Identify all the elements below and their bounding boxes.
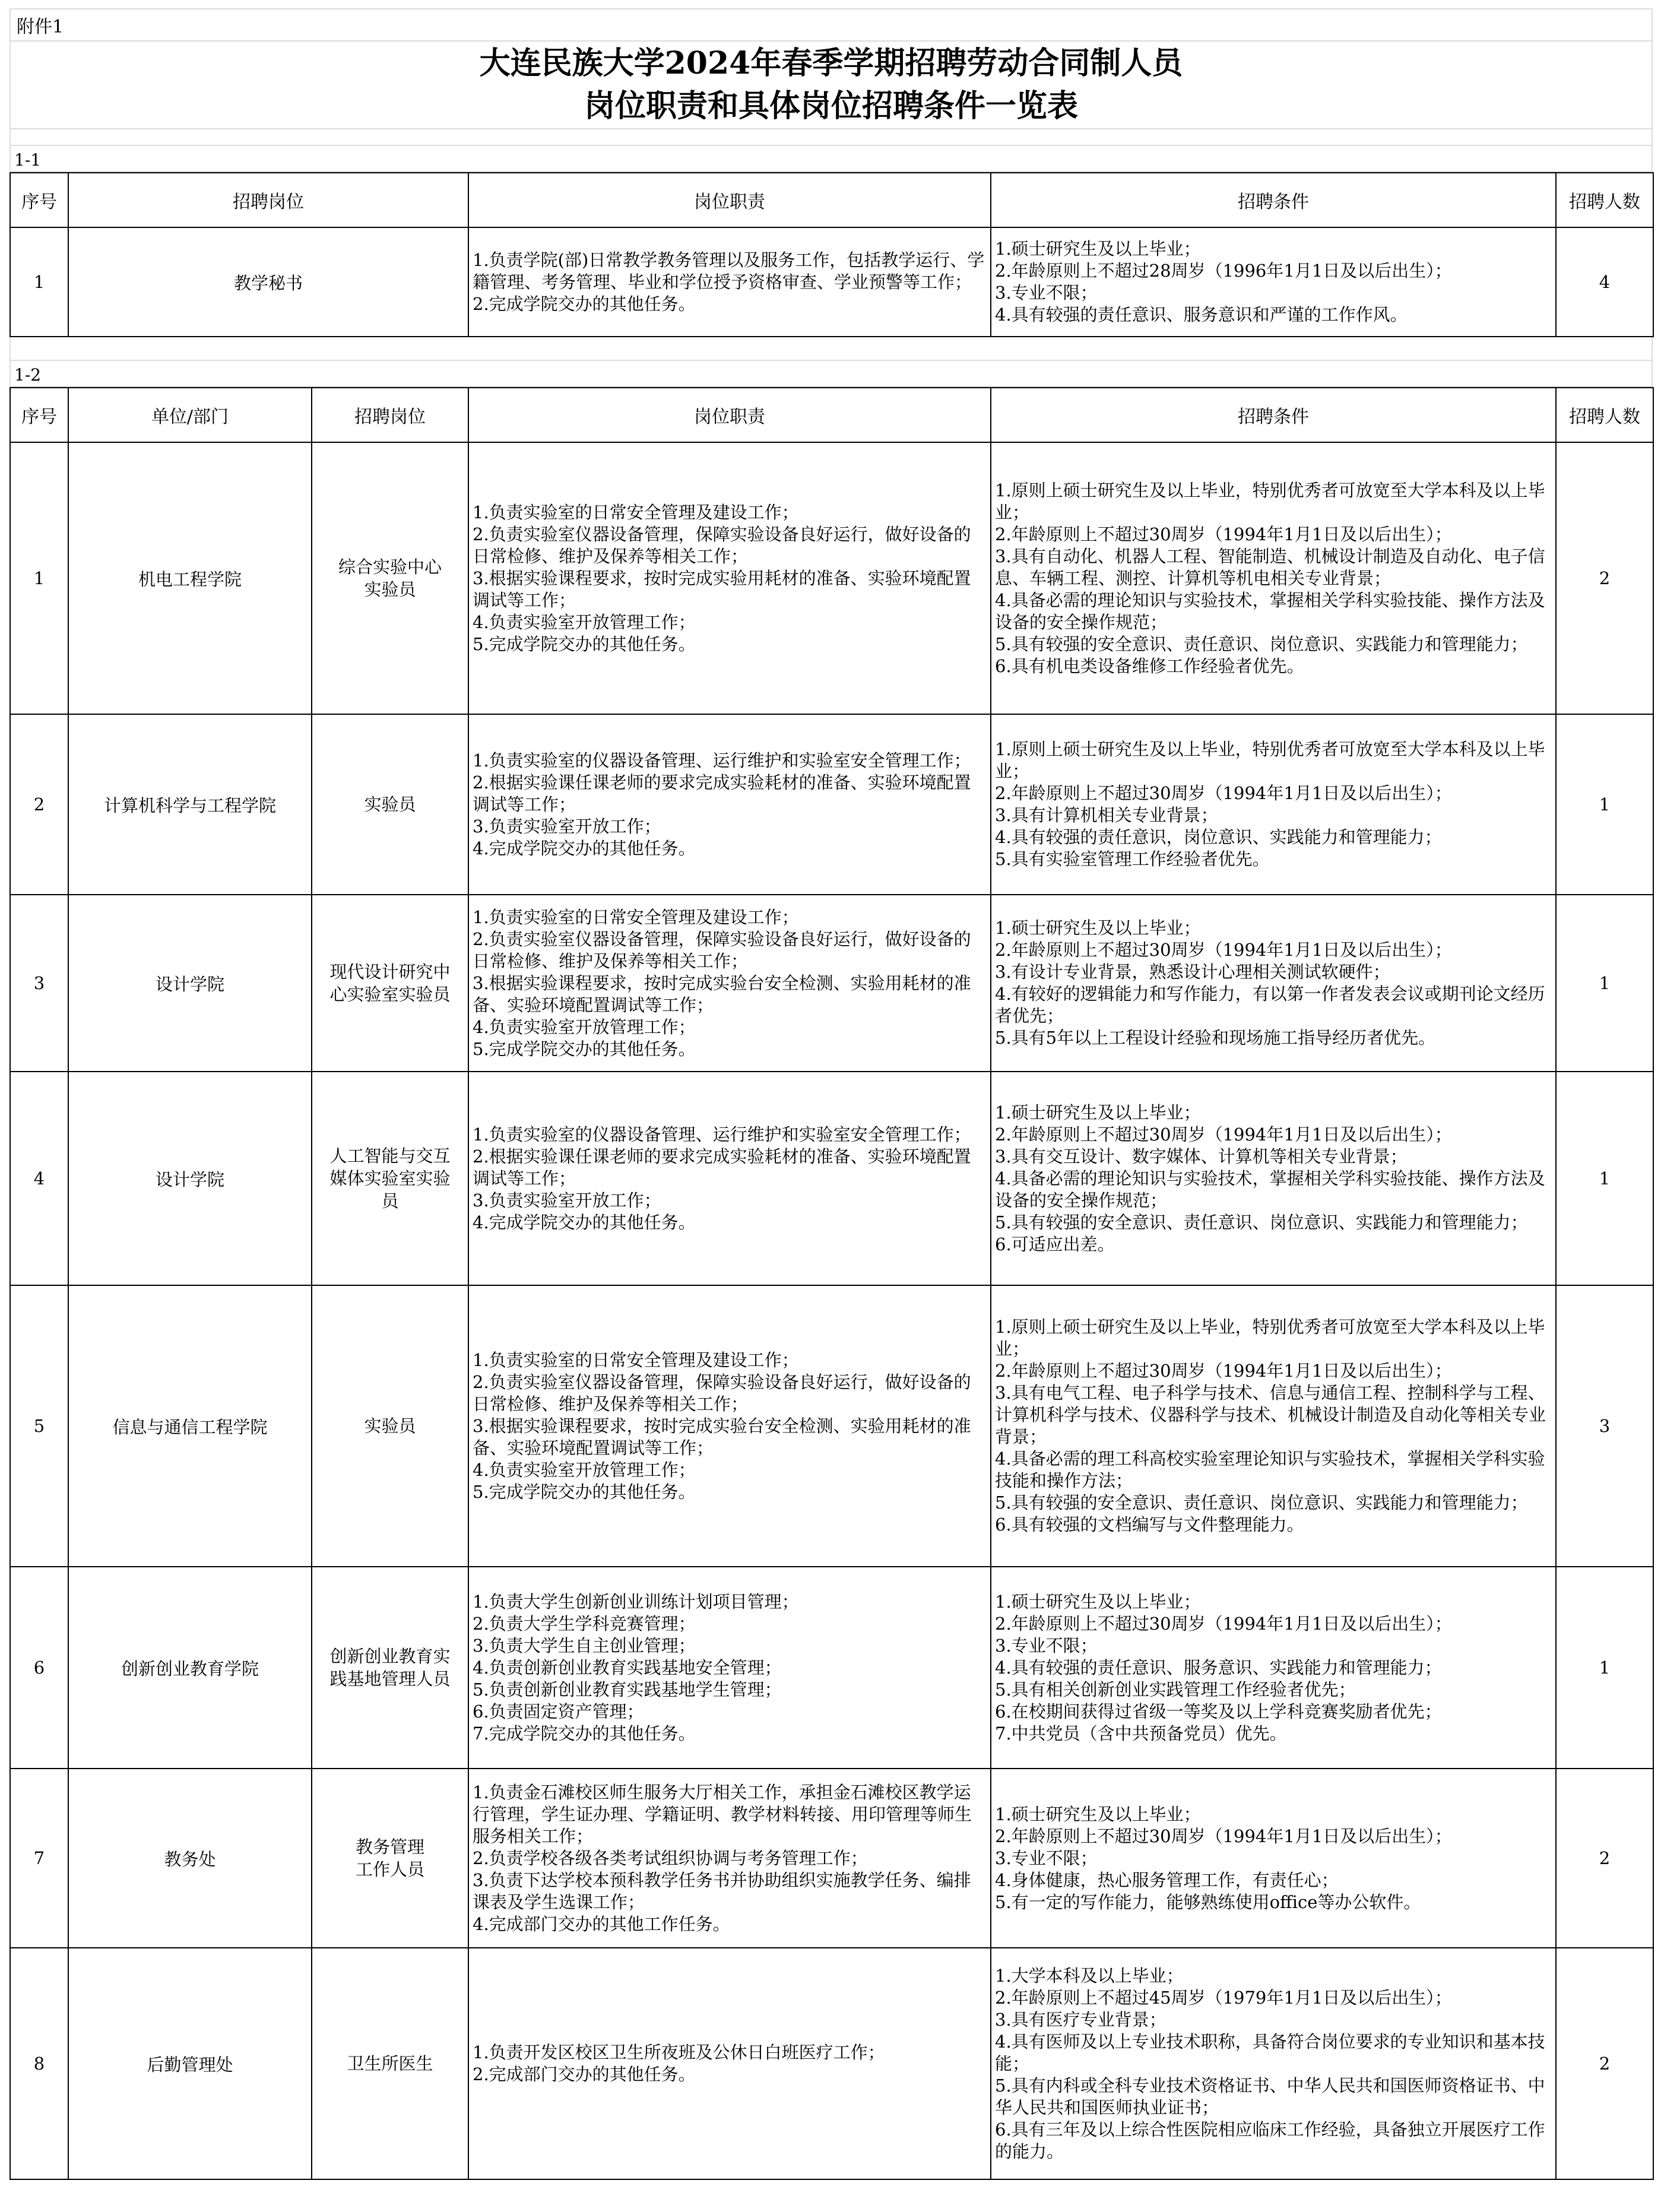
cell-line: 5.具有相关创新创业实践管理工作经验者优先； bbox=[995, 1679, 1356, 1700]
cell-line: 1.原则上硕士研究生及以上毕业，特别优秀者可放宽至大学本科及以上毕业； bbox=[995, 1317, 1545, 1359]
count-cell bbox=[1556, 227, 1653, 337]
cell-line: 2.负责实验室仪器设备管理，保障实验设备良好运行，做好设备的日常检修、维护及保养等相关工作； bbox=[473, 928, 971, 971]
cell-text: 7 bbox=[33, 1848, 45, 1868]
position-cell bbox=[312, 895, 468, 1072]
cell-line: 6.在校期间获得过省级一等奖及以上学科竞赛奖励者优先； bbox=[995, 1701, 1442, 1722]
cell-line: 5.具有较强的安全意识、责任意识、岗位意识、实践能力和管理能力； bbox=[995, 1492, 1528, 1513]
header-count: 招聘人数 bbox=[1556, 388, 1653, 442]
cell-line: 1.负责金石滩校区师生服务大厅相关工作，承担金石滩校区教学运行管理，学生证办理、学籍证明、教学材料转接、用印管理等师生服务相关工作； bbox=[473, 1782, 972, 1846]
cell-line: 6.负责固定资产管理； bbox=[473, 1701, 644, 1722]
empty-row bbox=[9, 337, 1653, 361]
row-number-cell bbox=[10, 1769, 68, 1948]
cell-line: 4.具有较强的责任意识、服务意识和严谨的工作作风。 bbox=[995, 305, 1408, 325]
unit-cell bbox=[68, 1072, 312, 1285]
cell-line: 卫生所医生 bbox=[347, 2053, 433, 2074]
cell-line: 4.负责实验室开放管理工作； bbox=[473, 1459, 696, 1480]
table-row bbox=[10, 1769, 1653, 1948]
cell-line: 心实验室实验员 bbox=[329, 984, 451, 1004]
cell-line: 3.专业不限； bbox=[995, 1635, 1098, 1656]
cell-line: 5.有一定的写作能力，能够熟练使用office等办公软件。 bbox=[995, 1891, 1421, 1912]
header-unit: 单位/部门 bbox=[68, 388, 312, 442]
cell-line: 实验员 bbox=[364, 579, 416, 600]
cell-line: 2.年龄原则上不超过30周岁（1994年1月1日及以后出生）； bbox=[995, 524, 1452, 544]
cell-text: 8 bbox=[33, 2053, 45, 2074]
cell-line: 4.身体健康，热心服务管理工作，有责任心； bbox=[995, 1869, 1339, 1890]
row-number-cell bbox=[10, 1948, 68, 2179]
cell-line: 实验员 bbox=[364, 794, 416, 815]
position-cell bbox=[312, 1948, 468, 2179]
table-row bbox=[10, 227, 1653, 337]
unit-cell bbox=[68, 1285, 312, 1567]
cell-line: 1.硕士研究生及以上毕业； bbox=[995, 1591, 1201, 1612]
cell-line: 人工智能与交互 bbox=[329, 1146, 451, 1166]
cell-line: 5.具有内科或全科专业技术资格证书、中华人民共和国医师资格证书、中华人民共和国医师执业证书； bbox=[995, 2075, 1545, 2118]
requirements-cell bbox=[991, 1769, 1556, 1948]
cell-line: 2.负责学校各级各类考试组织协调与考务管理工作； bbox=[473, 1847, 868, 1868]
cell-line: 践基地管理人员 bbox=[329, 1669, 451, 1689]
count-cell bbox=[1556, 442, 1653, 714]
title-line-2: 岗位职责和具体岗位招聘条件一览表 bbox=[584, 88, 1078, 124]
unit-cell bbox=[68, 714, 312, 895]
cell-line: 3.负责大学生自主创业管理； bbox=[473, 1635, 696, 1656]
cell-line: 6.具有机电类设备维修工作经验者优先。 bbox=[995, 655, 1304, 676]
table-1-2-header bbox=[10, 388, 1653, 442]
page-title bbox=[9, 42, 1653, 129]
cell-line: 2.年龄原则上不超过30周岁（1994年1月1日及以后出生）； bbox=[995, 1826, 1452, 1846]
cell-text: 1 bbox=[1599, 1168, 1611, 1189]
cell-text: 1 bbox=[33, 568, 45, 588]
table-1-2 bbox=[9, 387, 1654, 2180]
row-number-cell bbox=[10, 227, 68, 337]
cell-line: 1.负责实验室的仪器设备管理、运行维护和实验室安全管理工作； bbox=[473, 1124, 971, 1145]
cell-line: 3.专业不限； bbox=[995, 283, 1098, 303]
cell-text: 教务处 bbox=[164, 1849, 216, 1869]
requirements-cell bbox=[991, 1567, 1556, 1769]
header-count: 招聘人数 bbox=[1556, 173, 1653, 227]
cell-line: 5.负责创新创业教育实践基地学生管理； bbox=[473, 1679, 782, 1700]
count-cell bbox=[1556, 1769, 1653, 1948]
cell-line: 5.具有较强的安全意识、责任意识、岗位意识、实践能力和管理能力； bbox=[995, 633, 1528, 654]
cell-line: 1.硕士研究生及以上毕业； bbox=[995, 918, 1201, 938]
cell-text: 3 bbox=[33, 973, 45, 993]
header-position: 招聘岗位 bbox=[312, 388, 468, 442]
position-cell bbox=[312, 442, 468, 714]
cell-line: 2.负责实验室仪器设备管理，保障实验设备良好运行，做好设备的日常检修、维护及保养等相关工作； bbox=[473, 1371, 971, 1414]
cell-text: 6 bbox=[33, 1658, 45, 1678]
unit-cell bbox=[68, 1948, 312, 2179]
count-cell bbox=[1556, 1072, 1653, 1285]
cell-line: 1.负责实验室的日常安全管理及建设工作； bbox=[473, 907, 799, 927]
cell-line: 4.完成学院交办的其他任务。 bbox=[473, 1212, 696, 1232]
cell-line: 2.年龄原则上不超过30周岁（1994年1月1日及以后出生）； bbox=[995, 1361, 1452, 1381]
section-2-label: 1-2 bbox=[9, 361, 1653, 387]
header-requirements: 招聘条件 bbox=[991, 173, 1556, 227]
cell-line: 4.具备必需的理论知识与实验技术，掌握相关学科实验技能、操作方法及设备的安全操作规范； bbox=[995, 590, 1545, 632]
cell-line: 4.具备必需的理论知识与实验技术，掌握相关学科实验技能、操作方法及设备的安全操作规范； bbox=[995, 1168, 1545, 1210]
cell-line: 5.具有较强的安全意识、责任意识、岗位意识、实践能力和管理能力； bbox=[995, 1212, 1528, 1232]
cell-line: 2.年龄原则上不超过30周岁（1994年1月1日及以后出生）； bbox=[995, 783, 1452, 803]
cell-line: 7.完成学院交办的其他任务。 bbox=[473, 1723, 696, 1744]
attachment-label: 附件1 bbox=[9, 8, 1653, 42]
cell-text: 设计学院 bbox=[155, 974, 224, 994]
cell-line: 4.具有较强的责任意识、服务意识、实践能力和管理能力； bbox=[995, 1657, 1442, 1678]
cell-line: 1.负责学院(部)日常教学教务管理以及服务工作，包括教学运行、学籍管理、考务管理、毕业和学位授予资格审查、学业预警等工作； bbox=[473, 249, 985, 292]
cell-line: 1.原则上硕士研究生及以上毕业，特别优秀者可放宽至大学本科及以上毕业； bbox=[995, 739, 1545, 781]
header-duties: 岗位职责 bbox=[468, 388, 991, 442]
table-row bbox=[10, 442, 1653, 714]
cell-text: 创新创业教育学院 bbox=[121, 1658, 259, 1679]
cell-line: 3.具有计算机相关专业背景； bbox=[995, 805, 1218, 825]
table-row bbox=[10, 1567, 1653, 1769]
cell-line: 5.完成学院交办的其他任务。 bbox=[473, 1481, 696, 1502]
cell-line: 4.负责创新创业教育实践基地安全管理； bbox=[473, 1657, 782, 1678]
cell-line: 7.中共党员（含中共预备党员）优先。 bbox=[995, 1723, 1287, 1744]
cell-text: 2 bbox=[1599, 1848, 1611, 1868]
cell-line: 6.具有较强的文档编写与文件整理能力。 bbox=[995, 1514, 1304, 1535]
cell-text: 教学秘书 bbox=[233, 272, 303, 293]
unit-cell bbox=[68, 1567, 312, 1769]
cell-line: 实验员 bbox=[364, 1416, 416, 1436]
cell-text: 2 bbox=[33, 794, 45, 815]
cell-line: 2.年龄原则上不超过30周岁（1994年1月1日及以后出生）； bbox=[995, 940, 1452, 960]
cell-line: 现代设计研究中 bbox=[329, 962, 451, 982]
cell-line: 3.负责下达学校本预科教学任务书并协助组织实施教学任务、编排课表及学生选课工作； bbox=[473, 1869, 971, 1912]
cell-text: 计算机科学与工程学院 bbox=[103, 795, 276, 816]
duties-cell bbox=[468, 714, 991, 895]
cell-text: 4 bbox=[1599, 272, 1611, 292]
duties-cell bbox=[468, 442, 991, 714]
cell-text: 1 bbox=[1599, 794, 1611, 815]
cell-line: 工作人员 bbox=[355, 1859, 424, 1880]
cell-text: 信息与通信工程学院 bbox=[112, 1416, 268, 1437]
cell-line: 2.负责大学生学科竞赛管理； bbox=[473, 1613, 696, 1634]
cell-line: 1.负责开发区校区卫生所夜班及公休日白班医疗工作； bbox=[473, 2042, 885, 2062]
table-row bbox=[10, 1948, 1653, 2179]
cell-text: 5 bbox=[33, 1416, 45, 1436]
cell-line: 4.完成部门交办的其他工作任务。 bbox=[473, 1913, 730, 1934]
unit-cell bbox=[68, 1769, 312, 1948]
cell-line: 2.年龄原则上不超过30周岁（1994年1月1日及以后出生）； bbox=[995, 1613, 1452, 1634]
count-cell bbox=[1556, 895, 1653, 1072]
cell-line: 2.年龄原则上不超过28周岁（1996年1月1日及以后出生）； bbox=[995, 261, 1452, 281]
table-row bbox=[10, 1072, 1653, 1285]
cell-text: 2 bbox=[1599, 568, 1611, 588]
row-number-cell bbox=[10, 895, 68, 1072]
header-requirements: 招聘条件 bbox=[991, 388, 1556, 442]
position-cell bbox=[312, 1769, 468, 1948]
cell-line: 员 bbox=[381, 1191, 399, 1211]
row-number-cell bbox=[10, 1567, 68, 1769]
cell-line: 综合实验中心 bbox=[338, 557, 442, 577]
cell-text: 1 bbox=[1599, 973, 1611, 993]
cell-line: 1.原则上硕士研究生及以上毕业，特别优秀者可放宽至大学本科及以上毕业； bbox=[995, 480, 1545, 522]
position-cell bbox=[312, 1285, 468, 1567]
cell-line: 1.硕士研究生及以上毕业； bbox=[995, 239, 1201, 259]
duties-cell bbox=[468, 1072, 991, 1285]
row-number-cell bbox=[10, 1285, 68, 1567]
cell-line: 1.负责实验室的仪器设备管理、运行维护和实验室安全管理工作； bbox=[473, 750, 971, 771]
cell-text: 1 bbox=[1599, 1658, 1611, 1678]
duties-cell bbox=[468, 1567, 991, 1769]
duties-cell bbox=[468, 1285, 991, 1567]
cell-line: 1.大学本科及以上毕业； bbox=[995, 1965, 1184, 1986]
count-cell bbox=[1556, 1567, 1653, 1769]
requirements-cell bbox=[991, 895, 1556, 1072]
cell-line: 6.具有三年及以上综合性医院相应临床工作经验，具备独立开展医疗工作的能力。 bbox=[995, 2119, 1545, 2162]
cell-line: 5.具有实验室管理工作经验者优先。 bbox=[995, 849, 1270, 869]
table-1-1 bbox=[9, 172, 1654, 337]
cell-line: 2.负责实验室仪器设备管理，保障实验设备良好运行，做好设备的日常检修、维护及保养等相关工作； bbox=[473, 524, 971, 566]
cell-line: 4.具有较强的责任意识，岗位意识、实践能力和管理能力； bbox=[995, 827, 1442, 847]
cell-line: 2.根据实验课任课老师的要求完成实验耗材的准备、实验环境配置调试等工作； bbox=[473, 772, 971, 815]
cell-line: 3.负责实验室开放工作； bbox=[473, 1190, 661, 1210]
cell-line: 3.根据实验课程要求，按时完成实验台安全检测、实验用耗材的准备、实验环境配置调试等工作； bbox=[473, 972, 971, 1015]
cell-line: 教务管理 bbox=[355, 1837, 424, 1857]
table-1-1-header bbox=[10, 173, 1653, 227]
cell-line: 2.年龄原则上不超过30周岁（1994年1月1日及以后出生）； bbox=[995, 1124, 1452, 1145]
cell-line: 3.具有自动化、机器人工程、智能制造、机械设计制造及自动化、电子信息、车辆工程、测控、计算机等机电相关专业背景； bbox=[995, 546, 1545, 588]
cell-line: 5.完成学院交办的其他任务。 bbox=[473, 633, 696, 654]
position-cell bbox=[312, 1072, 468, 1285]
spreadsheet-sheet bbox=[9, 8, 1653, 2180]
requirements-cell bbox=[991, 1072, 1556, 1285]
cell-line: 4.负责实验室开放管理工作； bbox=[473, 611, 696, 632]
cell-line: 媒体实验室实验 bbox=[329, 1168, 451, 1189]
cell-text: 后勤管理处 bbox=[147, 2054, 233, 2075]
requirements-cell bbox=[991, 442, 1556, 714]
row-number-cell bbox=[10, 714, 68, 895]
cell-text: 1 bbox=[33, 272, 45, 292]
cell-line: 4.完成学院交办的其他任务。 bbox=[473, 838, 696, 858]
row-number-cell bbox=[10, 1072, 68, 1285]
empty-row bbox=[9, 129, 1653, 146]
cell-text: 3 bbox=[1599, 1416, 1611, 1436]
cell-line: 2.根据实验课任课老师的要求完成实验耗材的准备、实验环境配置调试等工作； bbox=[473, 1146, 971, 1189]
duties-cell bbox=[468, 227, 991, 337]
cell-line: 3.具有交互设计、数字媒体、计算机等相关专业背景； bbox=[995, 1146, 1408, 1167]
requirements-cell bbox=[991, 1285, 1556, 1567]
cell-line: 6.可适应出差。 bbox=[995, 1234, 1115, 1254]
table-row bbox=[10, 714, 1653, 895]
cell-line: 2.完成部门交办的其他任务。 bbox=[473, 2064, 696, 2084]
cell-line: 1.负责实验室的日常安全管理及建设工作； bbox=[473, 1349, 799, 1370]
position-cell bbox=[312, 714, 468, 895]
cell-line: 3.根据实验课程要求，按时完成实验台安全检测、实验用耗材的准备、实验环境配置调试等工作； bbox=[473, 1415, 971, 1458]
duties-cell bbox=[468, 1948, 991, 2179]
cell-line: 4.负责实验室开放管理工作； bbox=[473, 1016, 696, 1037]
cell-line: 4.具备必需的理工科高校实验室理论知识与实验技术，掌握相关学科实验技能和操作方法； bbox=[995, 1449, 1545, 1491]
cell-line: 4.有较好的逻辑能力和写作能力，有以第一作者发表会议或期刊论文经历者优先； bbox=[995, 984, 1545, 1026]
cell-line: 1.负责大学生创新创业训练计划项目管理； bbox=[473, 1591, 799, 1612]
count-cell bbox=[1556, 1285, 1653, 1567]
cell-line: 5.完成学院交办的其他任务。 bbox=[473, 1038, 696, 1059]
cell-line: 3.具有医疗专业背景； bbox=[995, 2009, 1166, 2030]
duties-cell bbox=[468, 1769, 991, 1948]
requirements-cell bbox=[991, 227, 1556, 337]
title-line-1: 大连民族大学2024年春季学期招聘劳动合同制人员 bbox=[479, 45, 1183, 81]
cell-line: 3.有设计专业背景，熟悉设计心理相关测试软硬件； bbox=[995, 962, 1390, 982]
header-no: 序号 bbox=[10, 173, 68, 227]
position-cell bbox=[312, 1567, 468, 1769]
section-1-label: 1-1 bbox=[9, 146, 1653, 172]
cell-line: 5.具有5年以上工程设计经验和现场施工指导经历者优先。 bbox=[995, 1028, 1436, 1048]
header-no: 序号 bbox=[10, 388, 68, 442]
cell-line: 3.具有电气工程、电子科学与技术、信息与通信工程、控制科学与工程、计算机科学与技术、仪器科学与技术、机械设计制造及自动化等相关专业背景； bbox=[995, 1383, 1546, 1447]
cell-text: 4 bbox=[33, 1168, 45, 1189]
cell-line: 1.硕士研究生及以上毕业； bbox=[995, 1102, 1201, 1123]
header-duties: 岗位职责 bbox=[468, 173, 991, 227]
cell-line: 2.年龄原则上不超过45周岁（1979年1月1日及以后出生）； bbox=[995, 1987, 1452, 2008]
duties-cell bbox=[468, 895, 991, 1072]
row-number-cell bbox=[10, 442, 68, 714]
cell-line: 创新创业教育实 bbox=[329, 1646, 451, 1666]
count-cell bbox=[1556, 714, 1653, 895]
cell-line: 3.负责实验室开放工作； bbox=[473, 816, 661, 836]
cell-line: 2.完成学院交办的其他任务。 bbox=[473, 293, 696, 314]
table-row bbox=[10, 895, 1653, 1072]
cell-line: 1.硕士研究生及以上毕业； bbox=[995, 1804, 1201, 1824]
cell-text: 机电工程学院 bbox=[138, 569, 242, 590]
cell-line: 3.专业不限； bbox=[995, 1847, 1098, 1868]
count-cell bbox=[1556, 1948, 1653, 2179]
requirements-cell bbox=[991, 714, 1556, 895]
header-position: 招聘岗位 bbox=[68, 173, 468, 227]
unit-cell bbox=[68, 895, 312, 1072]
cell-line: 1.负责实验室的日常安全管理及建设工作； bbox=[473, 502, 799, 522]
position-cell bbox=[68, 227, 468, 337]
requirements-cell bbox=[991, 1948, 1556, 2179]
cell-line: 4.具有医师及以上专业技术职称，具备符合岗位要求的专业知识和基本技能； bbox=[995, 2031, 1545, 2074]
unit-cell bbox=[68, 442, 312, 714]
cell-text: 2 bbox=[1599, 2053, 1611, 2074]
cell-text: 设计学院 bbox=[155, 1169, 224, 1190]
cell-line: 3.根据实验课程要求，按时完成实验用耗材的准备、实验环境配置调试等工作； bbox=[473, 568, 971, 610]
table-row bbox=[10, 1285, 1653, 1567]
